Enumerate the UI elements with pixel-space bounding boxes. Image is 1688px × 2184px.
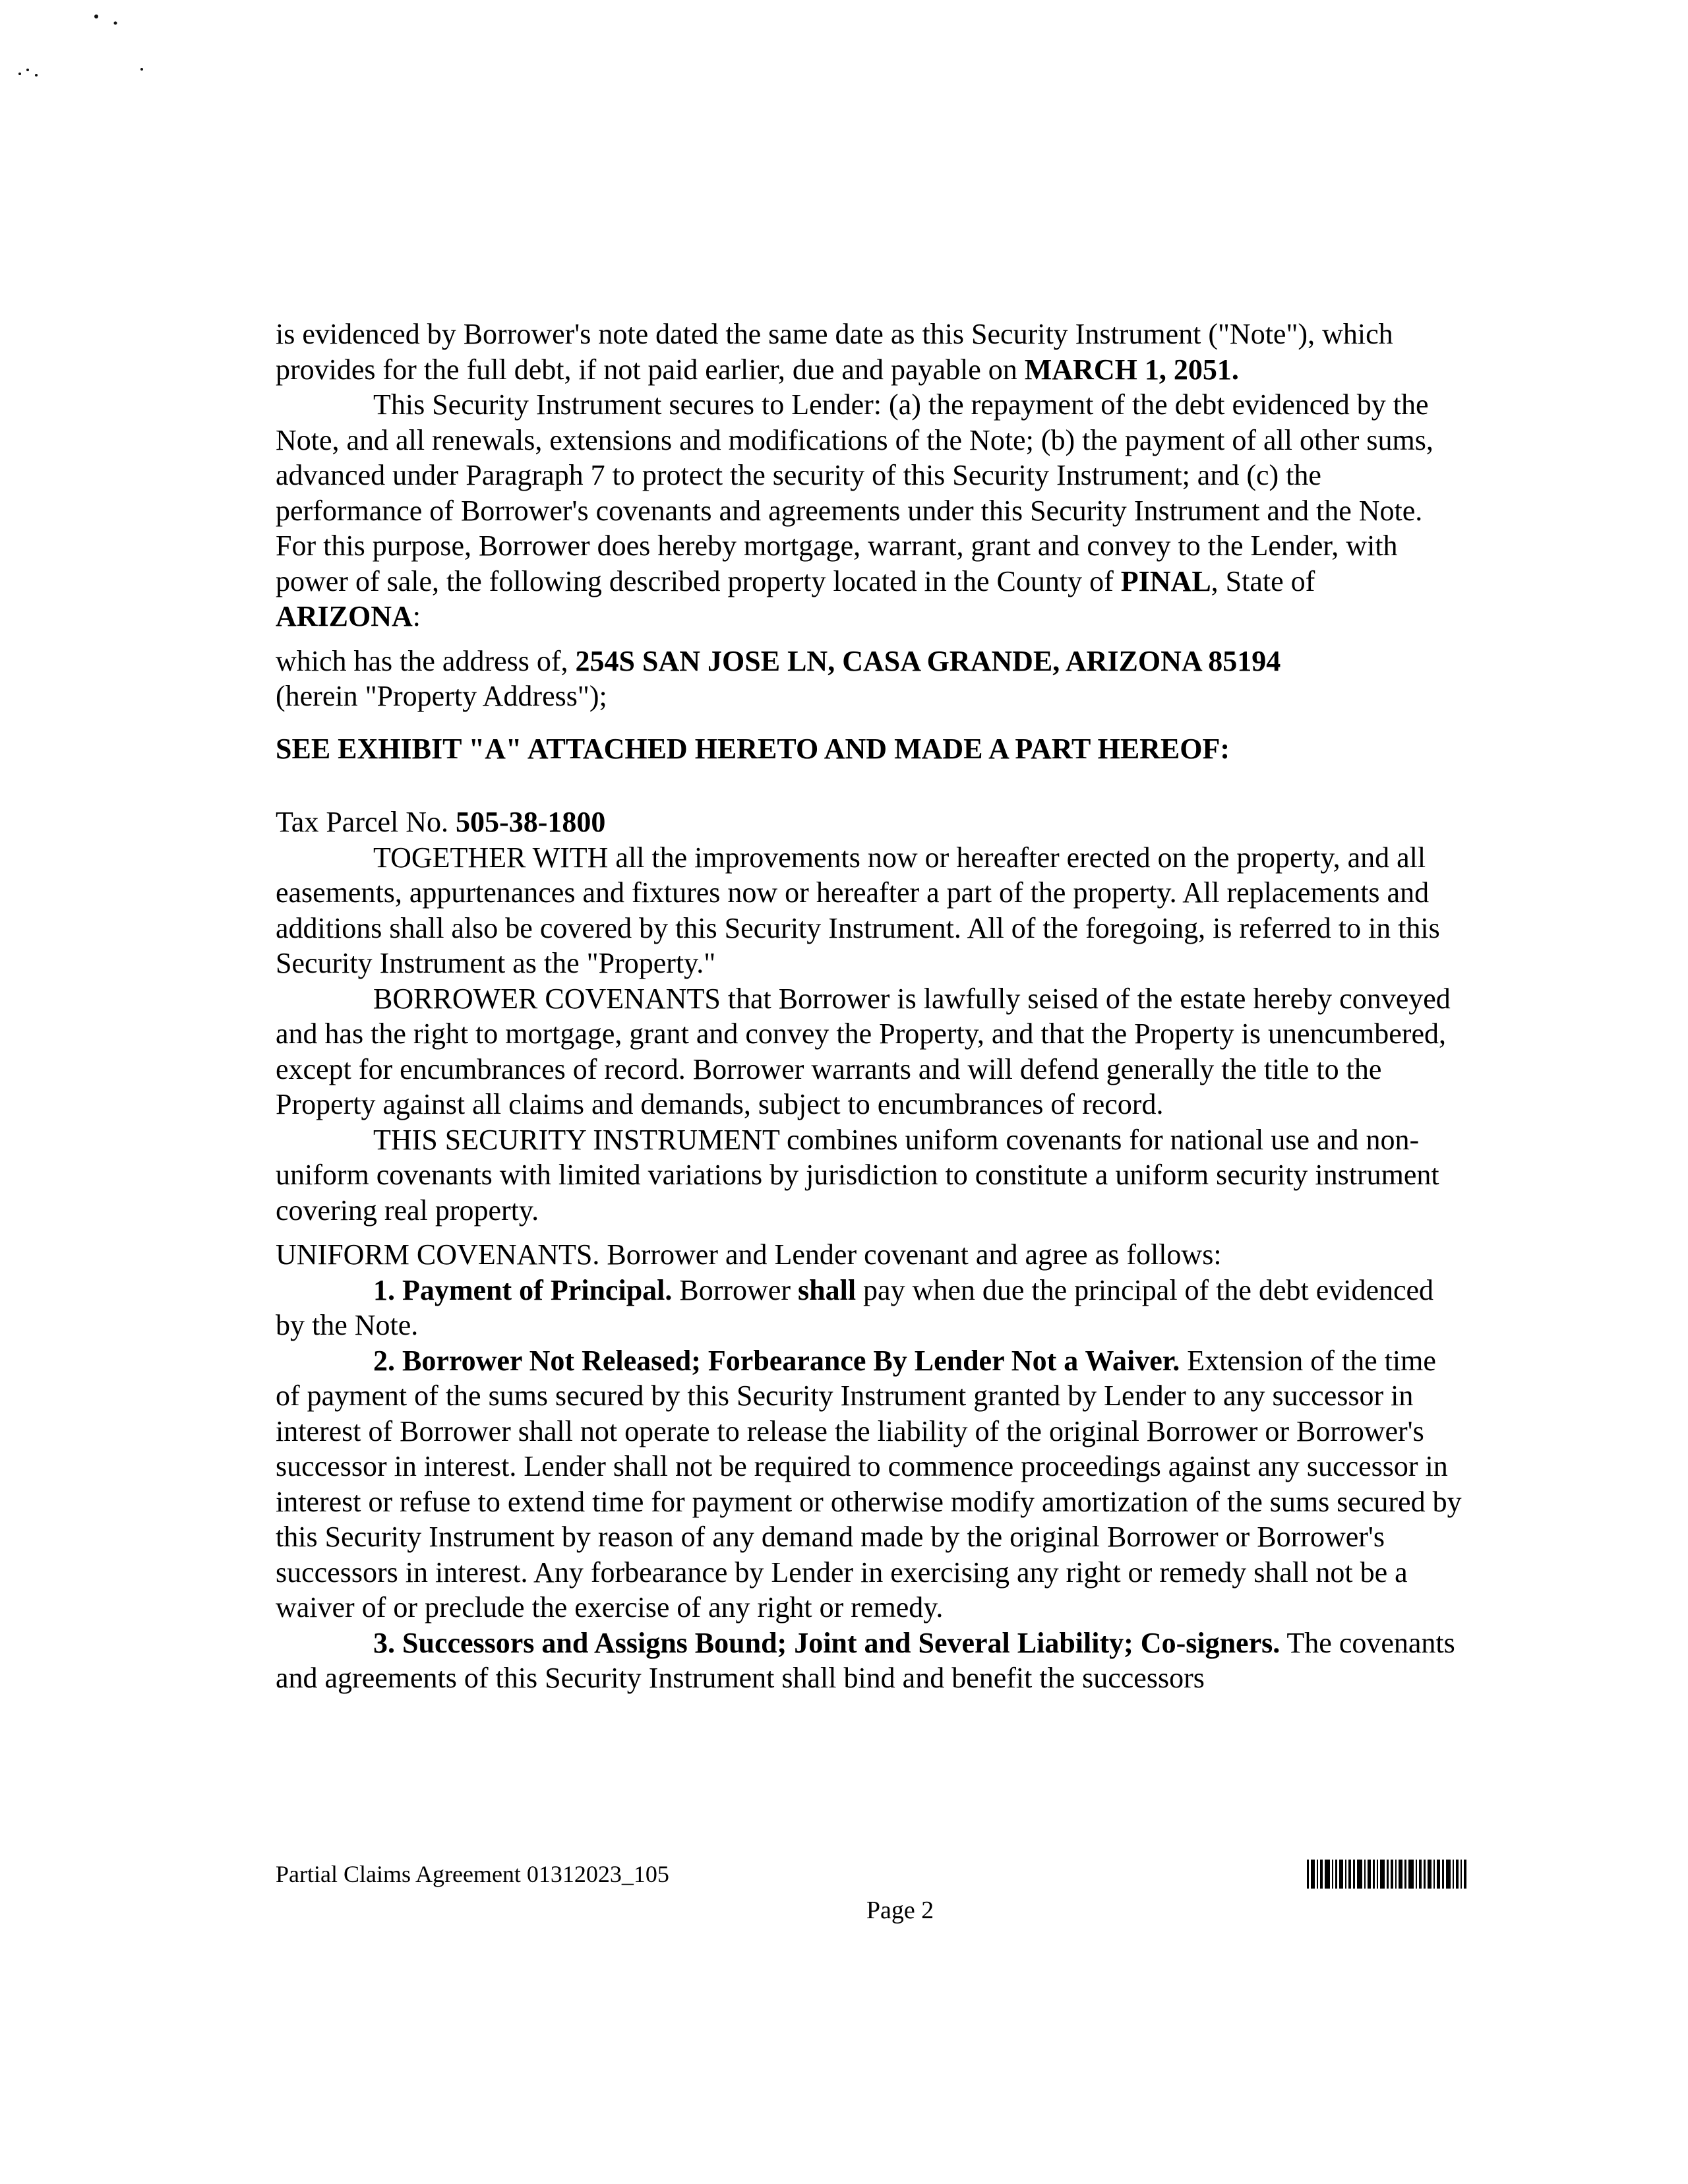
maturity-date: MARCH 1, 2051 bbox=[1024, 353, 1232, 386]
paragraph-note: is evidenced by Borrower's note dated the same date as this Security Instrument ("Note"), which provides for the full debt, if not paid earlier, due and payable on MARCH 1, 2051. bbox=[276, 318, 1393, 386]
property-address: 254S SAN JOSE LN, CASA GRANDE, ARIZONA 85194 bbox=[575, 644, 1281, 677]
tax-parcel-number: 505-38-1800 bbox=[456, 806, 606, 838]
paragraph-address: which has the address of, 254S SAN JOSE LN, CASA GRANDE, ARIZONA 85194 (herein "Property Address"); bbox=[276, 644, 1281, 712]
covenant-3-title: 3. Successors and Assigns Bound; Joint and Several Liability; Co-signers. bbox=[373, 1626, 1281, 1659]
paragraph-together-with: TOGETHER WITH all the improvements now or hereafter erected on the property, and all easements, appurtenances and fixtures now or hereafter a part of the property. All replacements and additions shall also be covered by this Security Instrument. All of the foregoing, is referred to in this Security Instrument as the "Property." bbox=[276, 841, 1440, 979]
scan-specks bbox=[0, 0, 171, 92]
barcode-icon bbox=[1307, 1860, 1466, 1889]
document-body bbox=[276, 317, 1462, 1696]
paragraph-secures: This Security Instrument secures to Lender: (a) the repayment of the debt evidenced by the Note, and all renewals, extensions and modifications of the Note; (b) the payment of all other sums, advanced under Paragraph 7 to protect the security of this Security Instrument; and (c) the performance of Borrower's covenants and agreements under this Security Instrument and the Note. For this purpose, Borrower does hereby mortgage, warrant, grant and convey to the Lender, with power of sale, the following described property located in the County of PINAL, State of ARIZONA: bbox=[276, 388, 1433, 632]
footer-document-id: Partial Claims Agreement 01312023_105 bbox=[276, 1861, 669, 1887]
paragraph-uniform-covenants: UNIFORM COVENANTS. Borrower and Lender covenant and agree as follows: bbox=[276, 1238, 1222, 1271]
covenant-1: 1. Payment of Principal. Borrower shall pay when due the principal of the debt evidenced by the Note. bbox=[276, 1273, 1434, 1341]
covenant-2: 2. Borrower Not Released; Forbearance By Lender Not a Waiver. Extension of the time of payment of the sums secured by this Security Instrument granted by Lender to any successor in interest of Borrower shall not operate to release the liability of the original Borrower or Borrower's successor in interest. Lender shall not be required to commence proceedings against any successor in interest or refuse to extend time for payment or otherwise modify amortization of the sums secured by this Security Instrument by reason of any demand made by the original Borrower or Borrower's successors in interest. Any forbearance by Lender in exercising any right or remedy shall not be a waiver of or preclude the exercise of any right or remedy. bbox=[276, 1344, 1462, 1623]
covenant-1-title: 1. Payment of Principal. bbox=[373, 1273, 673, 1306]
exhibit-heading: SEE EXHIBIT "A" ATTACHED HERETO AND MADE A PART HEREOF: bbox=[276, 732, 1230, 765]
covenant-3: 3. Successors and Assigns Bound; Joint and Several Liability; Co-signers. The covenants and agreements of this Security Instrument shall bind and benefit the successors bbox=[276, 1626, 1455, 1694]
paragraph-borrower-covenants: BORROWER COVENANTS that Borrower is lawfully seised of the estate hereby conveyed and has the right to mortgage, grant and convey the Property, and that the Property is unencumbered, except for encumbrances of record. Borrower warrants and will defend generally the title to the Property against all claims and demands, subject to encumbrances of record. bbox=[276, 982, 1451, 1120]
page-number: Page 2 bbox=[866, 1896, 934, 1924]
paragraph-security-instrument: THIS SECURITY INSTRUMENT combines uniform covenants for national use and non-uniform covenants with limited variations by jurisdiction to constitute a uniform security instrument covering real property. bbox=[276, 1123, 1439, 1227]
covenant-2-title: 2. Borrower Not Released; Forbearance By Lender Not a Waiver. bbox=[373, 1344, 1180, 1377]
state-name: ARIZONA bbox=[276, 600, 413, 632]
tax-parcel: Tax Parcel No. 505-38-1800 bbox=[276, 806, 606, 838]
county-name: PINAL bbox=[1120, 564, 1211, 597]
